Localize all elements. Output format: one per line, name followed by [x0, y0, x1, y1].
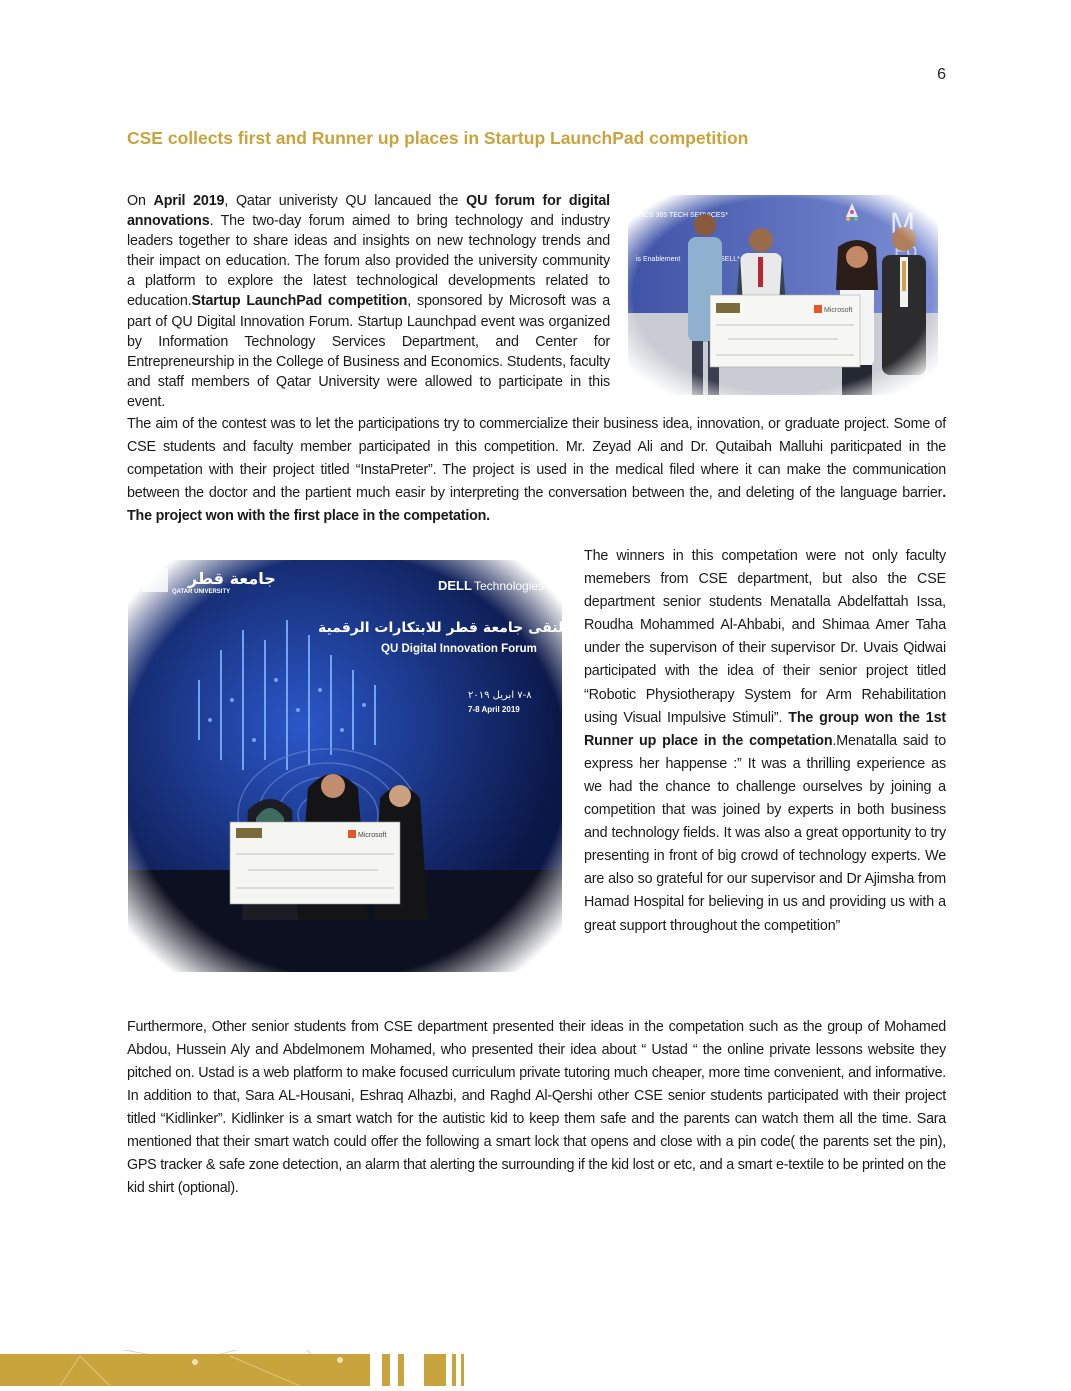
text-run: On: [127, 193, 154, 209]
photo-runner-up-team: [128, 560, 562, 972]
runner-up-paragraph: [584, 545, 946, 938]
bold-run-date: April 2019: [153, 193, 225, 209]
text-run: .Menatalla said to express her happense :” It was a thrilling experience as we had the chance to challenge ourselves by joining a competition that was joined by experts in both business and technology fields. It was also a great opportunity to try presenting in front of big crowd of technology experts. We are also so grateful for our supervisor and Dr Ajimsha from Hamad Hospital for believing in us and providing us with a great support throughout the competition”: [584, 732, 947, 934]
article-title: CSE collects first and Runner up places in Startup LaunchPad competition: [127, 128, 749, 148]
bold-run-result: . The project won with the first place in the competation.: [127, 485, 946, 525]
bold-run-competition: Startup LaunchPad competition: [191, 293, 408, 310]
text-run: , sponsored by Microsoft was a part of QU Digital Innovation Forum. Startup Launchpad event was organized by Information Technology Services Department, and Center for Entrepreneurship in the College of Business and Economics. Students, faculty and staff members of Qatar University were allowed to participate in this event.: [127, 293, 610, 410]
other-projects-paragraph: Furthermore, Other senior students from CSE department presented their ideas in the competation such as the group of Mohamed Abdou, Hussein Aly and Abdelmonem Mohamed, who presented their idea about “ Ustad “ the online private lessons website they pitched on. Ustad is a web platform to make focused curriculum private tutoring much cheaper, more time convenient, and informative. In addition to that, Sara AL-Housani, Eshraq Alhazbi, and Raghd Al-Qershi other CSE senior students participated with their project titled “Kidlinker”. Kidlinker is a smart watch for the autistic kid to keep them safe and the parents can watch them all the time. Sara mentioned that their smart watch could offer the following a smart lock that opens and close with a pin code( the parents set the pin), GPS tracker & safe zone detection, an alarm that alerting the surrounding if the kid lost or etc, and a smart e-textile to be printed on the kid shirt (optional).: [127, 1019, 946, 1196]
bold-run-forum: QU forum for digital annovations: [127, 193, 610, 230]
footer-decoration: [0, 1350, 1071, 1386]
text-run: The winners in this competation were not only faculty memebers from CSE department, but also the CSE department senior students Menatalla Abdelfattah Issa, Roudha Mohammed Al-Ahbabi, and Shimaa Amer Taha under the supervison of their supervisor Dr. Uvais Qidwai participated with the idea of their senior project titled “Robotic Physiotherapy System for Arm Rehabilitation using Visual Impulsive Stimuli”.: [584, 548, 946, 726]
intro-paragraph: [127, 191, 610, 412]
photo-award-ceremony: [628, 195, 938, 395]
text-run: The aim of the contest was to let the participations try to commercialize their business idea, innovation, or graduate project. Some of CSE students and faculty member participated in this competition. Mr. Zeyad Ali and Dr. Qutaibah Malluhi pariticpated in the competation with their project titled “InstaPreter”. The project is used in the medical filed where it can make the communication between the doctor and the partient much easir by interpreting the conversation between the, and deleting of the language barrier: [127, 416, 946, 502]
bold-run-runner-up: The group won the 1st Runner up place in the competation: [584, 709, 946, 749]
contest-paragraph: [127, 413, 946, 528]
page-number: 6: [937, 66, 946, 83]
text-run: , Qatar univeristy QU lancaued the: [224, 193, 467, 209]
text-run: . The two-day forum aimed to bring technology and industry leaders together to share ideas and insights on new technology trends and their impact on education. The forum also provided the university community a platform to explore the latest technological developments related to education.: [127, 213, 610, 310]
